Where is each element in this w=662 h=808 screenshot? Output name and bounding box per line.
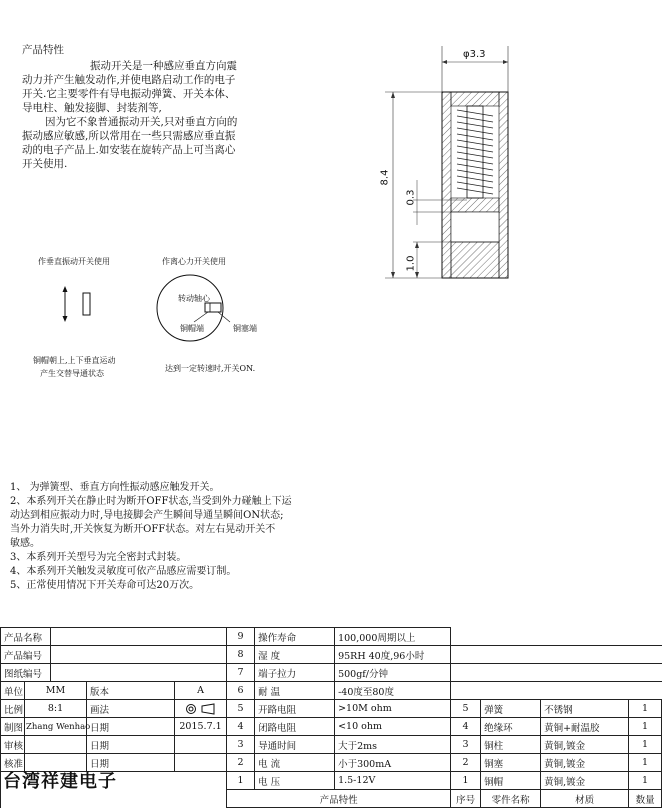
parts-header-material: 材质 [541,790,629,808]
switch-section-drawing [375,40,535,280]
company-name: 台湾祥建电子 [3,771,117,792]
note-line: 1、 为弹簧型、垂直方向性振动感应触发开关。 [10,482,220,493]
part-no: 3 [451,736,481,754]
spec-no: 6 [227,682,255,700]
spec-no: 8 [227,646,255,664]
spec-no: 3 [227,736,255,754]
spec-no: 2 [227,754,255,772]
parts-header-no: 序号 [451,790,481,808]
figure-left-caption: 作垂直振动开关使用 [38,257,110,266]
spec-value: 小于300mA [335,754,451,772]
spec-no: 4 [227,718,255,736]
version-label: 版本 [87,682,175,700]
spec-name: 湿 度 [255,646,335,664]
note-line: 3、本系列开关型号为完全密封式封装。 [10,552,187,563]
cap-end-label: 铜帽端 [180,324,204,333]
note-line: 敏感。 [10,538,40,549]
intro-title: 产品特性 [22,44,64,56]
figure-left-desc-2: 产生交替导通状态 [40,369,104,378]
note-line: 5、正常使用情况下开关寿命可达20万次。 [10,580,200,591]
part-name: 铜柱 [481,736,541,754]
part-qty: 1 [629,718,662,736]
date-label: 日期 [87,736,175,754]
part-no: 2 [451,754,481,772]
date-label: 日期 [87,718,175,736]
spec-value: 95RH 40度,96小时 [335,646,451,664]
intro-line: 振动感应敏感,所以常用在一些只需感应垂直振 [22,130,236,142]
spec-value: <10 ohm [335,718,451,736]
spec-name: 开路电阻 [255,700,335,718]
vertical-switch-diagram [55,285,105,325]
spec-name: 端子拉力 [255,664,335,682]
part-material: 黄铜,镀金 [541,754,629,772]
scale-value: 8:1 [25,700,87,718]
figure-left-desc: 铜帽朝上,上下垂直运动 [33,356,116,365]
dim-10-label: 1.0 [405,255,417,272]
centrifugal-switch-diagram [150,270,260,350]
plug-end-label: 铜塞端 [233,324,257,333]
intro-line: 导电柱、触发接脚、封装剂等, [22,102,162,114]
product-code-label: 产品编号 [1,646,51,664]
parts-header-qty: 数量 [629,790,662,808]
part-qty: 1 [629,736,662,754]
spec-no: 1 [227,772,255,790]
intro-line: 开关.它主要零件有导电振动弹簧、开关本体、 [22,88,236,100]
spec-name: 闭路电阻 [255,718,335,736]
intro-line: 动的电子产品上.如安装在旋转产品上可当离心 [22,144,236,156]
note-line: 2、本系列开关在静止时为断开OFF状态,当受到外力碰触上下运 [10,496,292,507]
part-no: 4 [451,718,481,736]
unit-value: MM [25,682,87,700]
parts-header-name: 零件名称 [481,790,541,808]
intro-line: 振动开关是一种感应垂直方向震 [90,60,237,72]
spec-name: 电 压 [255,772,335,790]
method-label: 画法 [87,700,175,718]
intro-line: 动力并产生触发动作,并使电路启动工作的电子 [22,74,236,86]
spec-name: 耐 温 [255,682,335,700]
dim-03-label: 0.3 [405,189,417,206]
length-label: 8.4 [379,169,391,186]
review-label: 审核 [1,736,25,754]
version-value: A [175,682,227,700]
spec-value: >10M ohm [335,700,451,718]
part-name: 铜帽 [481,772,541,790]
part-name: 弹簧 [481,700,541,718]
part-no: 5 [451,700,481,718]
figure-right-caption: 作离心力开关使用 [162,257,226,266]
intro-line: 因为它不象普通振动开关,只对垂直方向的 [45,116,238,128]
spec-name: 操作寿命 [255,628,335,646]
part-material: 黄铜,镀金 [541,736,629,754]
drawn-value: Zhang Wenhao [25,718,87,736]
figure-right-desc: 达到一定转速时,开关ON. [165,364,256,373]
part-material: 黄铜,镀金 [541,772,629,790]
unit-label: 单位 [1,682,25,700]
drawing-code-label: 图纸编号 [1,664,51,682]
note-line: 当外力消失时,开关恢复为断开OFF状态。对左右晃动开关不 [10,524,276,535]
spec-no: 5 [227,700,255,718]
diameter-label: φ3.3 [463,49,486,60]
part-name: 绝缘环 [481,718,541,736]
part-qty: 1 [629,772,662,790]
center-label: 转动轴心 [178,294,210,303]
intro-line: 开关使用. [22,158,68,170]
part-name: 铜塞 [481,754,541,772]
part-material: 黄铜+耐温胶 [541,718,629,736]
spec-value: -40度至80度 [335,682,451,700]
spec-value: 500gf/分钟 [335,664,451,682]
approve-label: 核准 [1,754,25,772]
product-name-label: 产品名称 [1,628,51,646]
spec-no: 7 [227,664,255,682]
part-no: 1 [451,772,481,790]
spec-value: 1.5-12V [335,772,451,790]
part-qty: 1 [629,754,662,772]
spec-header: 产品特性 [227,790,451,808]
part-qty: 1 [629,700,662,718]
date-value: 2015.7.1 [175,718,227,736]
spec-name: 电 流 [255,754,335,772]
part-material: 不锈钢 [541,700,629,718]
drawn-label: 制图 [1,718,25,736]
note-line: 4、本系列开关触发灵敏度可依产品感应需要订制。 [10,566,237,577]
note-line: 动达到相应振动力时,导电接脚会产生瞬间导通呈瞬间ON状态; [10,510,284,521]
spec-value: 100,000周期以上 [335,628,451,646]
scale-label: 比例 [1,700,25,718]
spec-no: 9 [227,628,255,646]
date-label: 日期 [87,754,175,772]
spec-value: 大于2ms [335,736,451,754]
spec-name: 导通时间 [255,736,335,754]
projection-symbol-icon [175,700,227,718]
